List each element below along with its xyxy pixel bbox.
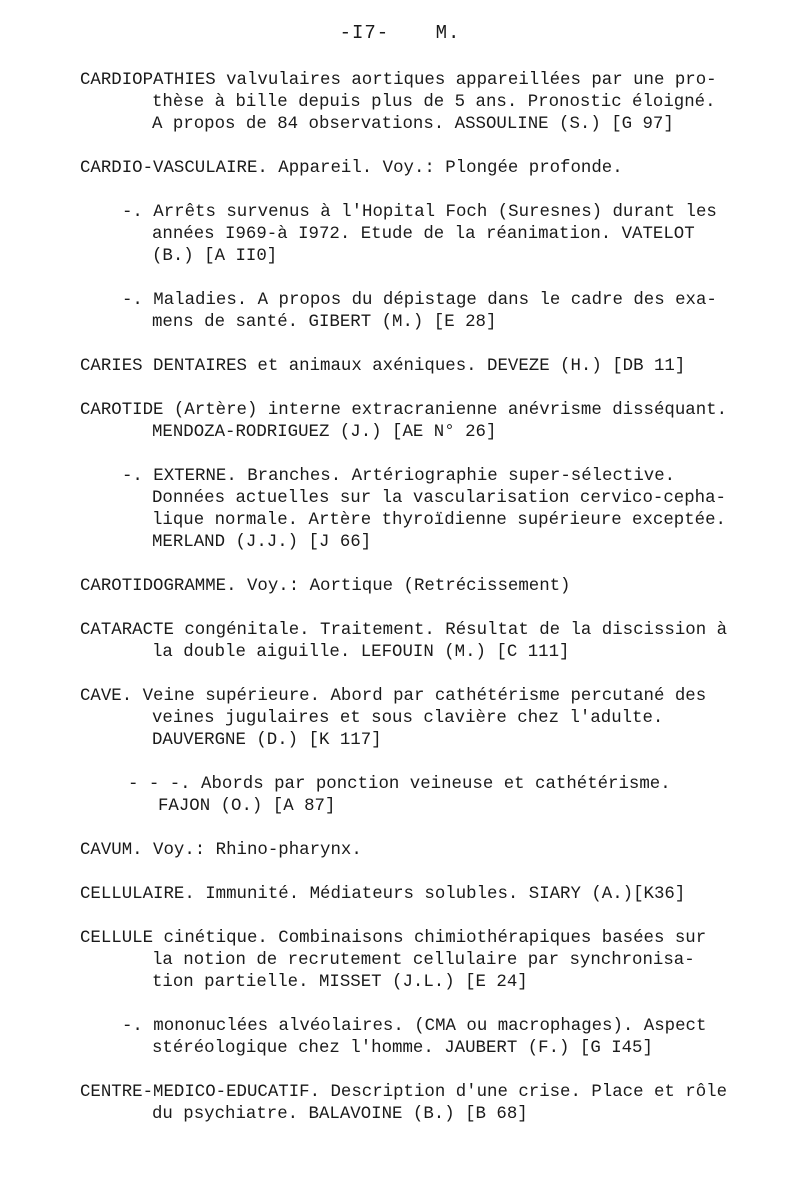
- index-entry: [0, 158, 800, 180]
- entry-line: du psychiatre. BALAVOINE (B.) [B 68]: [152, 1105, 528, 1124]
- page-header: [0, 22, 800, 44]
- index-entry: [0, 70, 800, 136]
- index-entry: [0, 928, 800, 994]
- entry-line: CELLULAIRE. Immunité. Médiateurs solubles. SIARY (A.)[K36]: [80, 885, 686, 904]
- entry-line: la notion de recrutement cellulaire par synchronisa-: [152, 951, 695, 970]
- entry-line: -. EXTERNE. Branches. Artériographie super-sélective.: [122, 467, 676, 486]
- entry-line: lique normale. Artère thyroïdienne supérieure exceptée.: [152, 511, 726, 530]
- page-number: -I7-: [339, 22, 390, 44]
- entry-line: stéréologique chez l'homme. JAUBERT (F.) [G I45]: [152, 1039, 653, 1058]
- entry-line: CELLULE cinétique. Combinaisons chimiothérapiques basées sur: [80, 929, 707, 948]
- index-entry: [0, 620, 800, 664]
- index-subentry: [0, 290, 800, 334]
- entry-line: CENTRE-MEDICO-EDUCATIF. Description d'une crise. Place et rôle: [80, 1083, 728, 1102]
- entry-line: CARDIO-VASCULAIRE. Appareil. Voy.: Plongée profonde.: [80, 159, 623, 178]
- index-subentry: [0, 466, 800, 554]
- index-entries: [0, 70, 800, 1148]
- index-subentry: [0, 202, 800, 268]
- entry-line: MENDOZA-RODRIGUEZ (J.) [AE N° 26]: [152, 423, 497, 442]
- entry-line: CARDIOPATHIES valvulaires aortiques appareillées par une pro-: [80, 71, 717, 90]
- index-entry: [0, 840, 800, 862]
- index-entry: [0, 1082, 800, 1126]
- entry-line: -. mononuclées alvéolaires. (CMA ou macrophages). Aspect: [122, 1017, 707, 1036]
- index-entry: [0, 356, 800, 378]
- entry-line: mens de santé. GIBERT (M.) [E 28]: [152, 313, 497, 332]
- entry-line: -. Arrêts survenus à l'Hopital Foch (Suresnes) durant les: [122, 203, 717, 222]
- index-entry: [0, 686, 800, 752]
- entry-line: CATARACTE congénitale. Traitement. Résultat de la discission à: [80, 621, 728, 640]
- entry-line: Données actuelles sur la vascularisation cervico-cepha-: [152, 489, 726, 508]
- index-letter: M.: [435, 22, 461, 44]
- entry-line: la double aiguille. LEFOUIN (M.) [C 111]: [152, 643, 570, 662]
- index-subentry: [0, 1016, 800, 1060]
- entry-line: veines jugulaires et sous clavière chez l'adulte.: [152, 709, 664, 728]
- index-entry: [0, 400, 800, 444]
- index-entry: [0, 576, 800, 598]
- entry-line: CAROTIDOGRAMME. Voy.: Aortique (Retrécissement): [80, 577, 571, 596]
- entry-line: CAVUM. Voy.: Rhino-pharynx.: [80, 841, 362, 860]
- entry-line: -. Maladies. A propos du dépistage dans le cadre des exa-: [122, 291, 717, 310]
- entry-line: tion partielle. MISSET (J.L.) [E 24]: [152, 973, 528, 992]
- entry-line: thèse à bille depuis plus de 5 ans. Pronostic éloigné.: [152, 93, 716, 112]
- entry-line: FAJON (O.) [A 87]: [158, 797, 336, 816]
- entry-line: DAUVERGNE (D.) [K 117]: [152, 731, 382, 750]
- entry-line: MERLAND (J.J.) [J 66]: [152, 533, 372, 552]
- entry-line: - - -. Abords par ponction veineuse et cathétérisme.: [128, 775, 671, 794]
- entry-line: années I969-à I972. Etude de la réanimation. VATELOT: [152, 225, 695, 244]
- entry-line: CAVE. Veine supérieure. Abord par cathétérisme percutané des: [80, 687, 707, 706]
- entry-line: CARIES DENTAIRES et animaux axéniques. DEVEZE (H.) [DB 11]: [80, 357, 686, 376]
- entry-line: (B.) [A II0]: [152, 247, 278, 266]
- entry-line: CAROTIDE (Artère) interne extracranienne anévrisme disséquant.: [80, 401, 728, 420]
- index-subentry: [0, 774, 800, 818]
- index-entry: [0, 884, 800, 906]
- entry-line: A propos de 84 observations. ASSOULINE (S.) [G 97]: [152, 115, 674, 134]
